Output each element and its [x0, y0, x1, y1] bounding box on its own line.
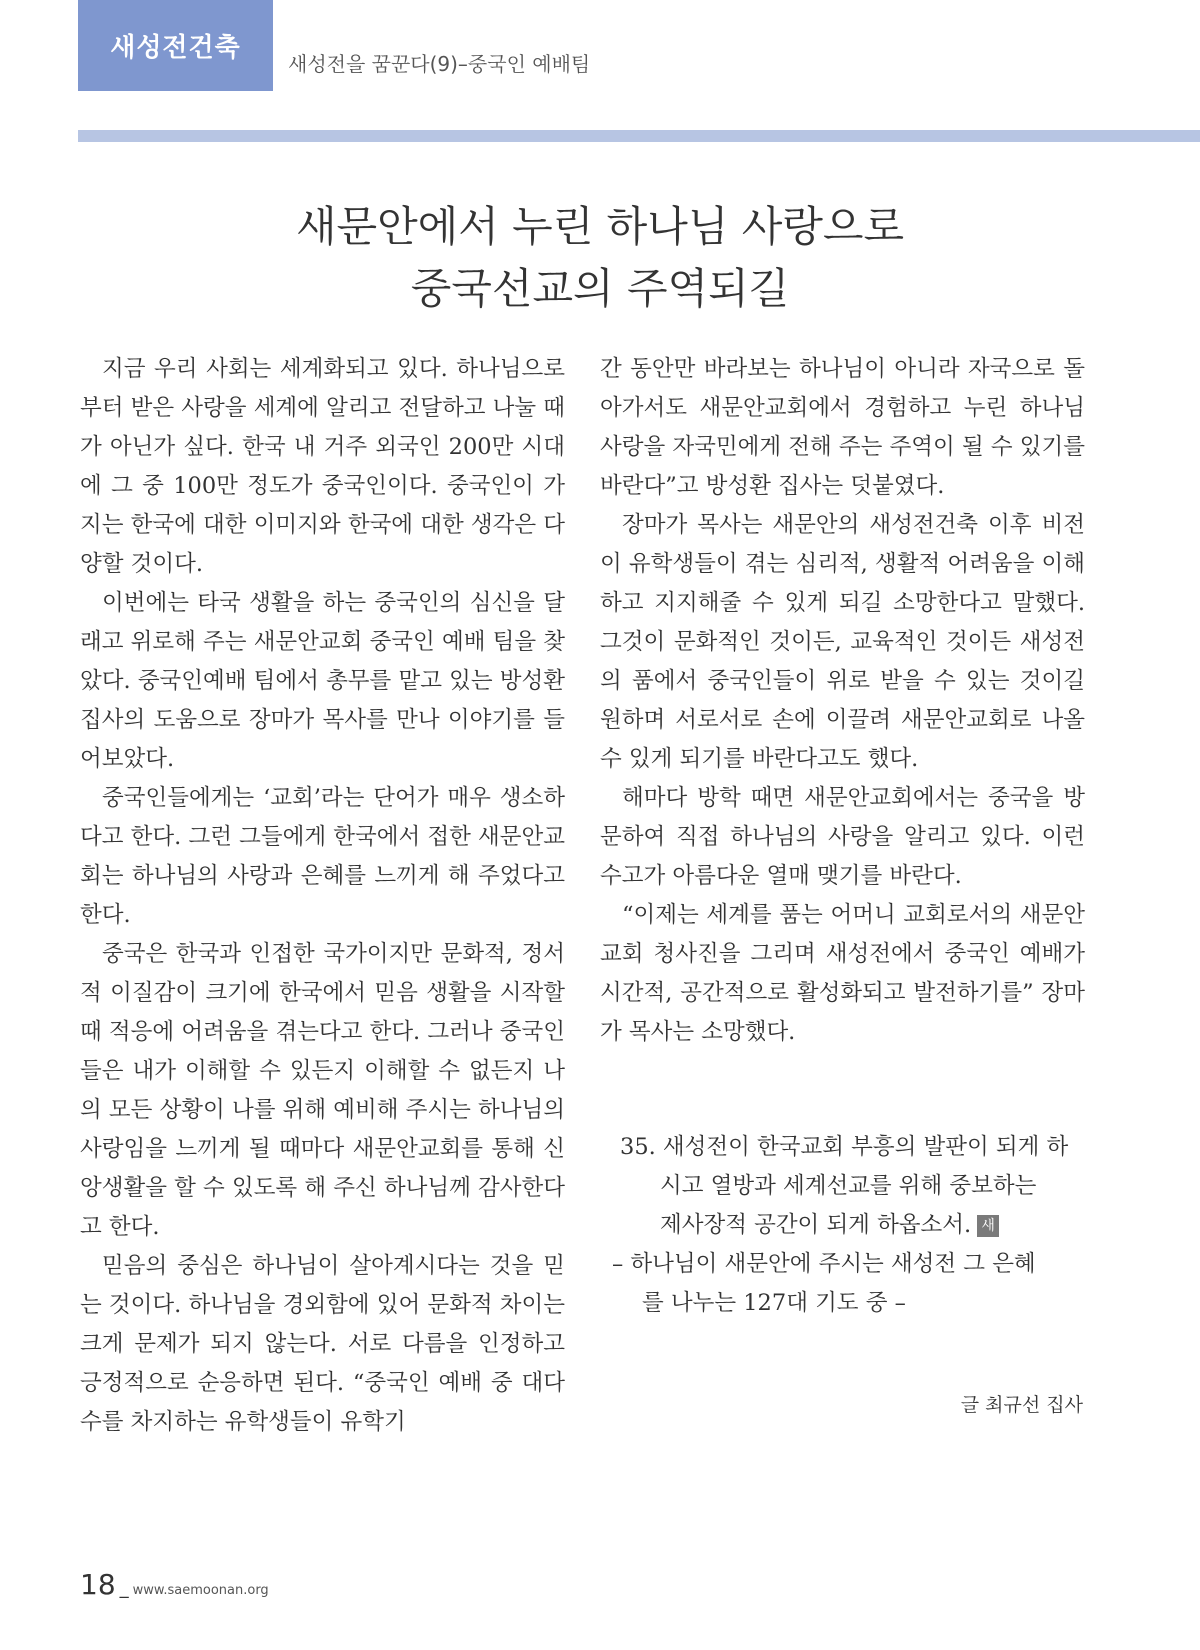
- section-label: 새성전건축: [78, 0, 273, 91]
- article-title: [0, 196, 1200, 320]
- footer-separator: _: [119, 1578, 129, 1599]
- prayer-box: [612, 1128, 1085, 1323]
- paragraph: 믿음의 중심은 하나님이 살아계시다는 것을 믿는 것이다. 하나님을 경외함에 있어 문화적 차이는 크게 문제가 되지 않는다. 서로 다름을 인정하고 긍정적으로 순응하면 된다. “중국인 예배 중 대다수를 차지하는 유학생들이 유학기: [80, 1253, 565, 1435]
- paragraph: 중국인들에게는 ‘교회’라는 단어가 매우 생소하다고 한다. 그런 그들에게 한국에서 접한 새문안교회는 하나님의 사랑과 은혜를 느끼게 해 주었다고 한다.: [80, 785, 565, 928]
- paragraph: 간 동안만 바라보는 하나님이 아니라 자국으로 돌아가서도 새문안교회에서 경험하고 누린 하나님 사랑을 자국민에게 전해 주는 주역이 될 수 있기를 바란다”고 방성환 집사는 덧붙였다.: [600, 356, 1085, 499]
- prayer-source-line-1: – 하나님이 새문안에 주시는 새성전 그 은혜: [612, 1251, 1036, 1277]
- paragraph: 지금 우리 사회는 세계화되고 있다. 하나님으로부터 받은 사랑을 세계에 알리고 전달하고 나눌 때가 아닌가 싶다. 한국 내 거주 외국인 200만 시대에 그 중 100만 정도가 중국인이다. 중국인이 가지는 한국에 대한 이미지와 한국에 대한 생각은 다양할 것이다.: [80, 356, 565, 577]
- paragraph: 중국은 한국과 인접한 국가이지만 문화적, 정서적 이질감이 크기에 한국에서 믿음 생활을 시작할 때 적응에 어려움을 겪는다고 한다. 그러나 중국인들은 내가 이해할 수 있든지 이해할 수 없든지 나의 모든 상황이 나를 위해 예비해 주시는 하나님의 사랑임을 느끼게 될 때마다 새문안교회를 통해 신앙생활을 할 수 있도록 해 주신 하나님께 감사한다고 한다.: [80, 941, 565, 1240]
- prayer-line-2: 시고 열방과 세계선교를 위해 중보하는: [660, 1173, 1037, 1199]
- page-number: 18: [80, 1568, 116, 1601]
- prayer-line-3: [620, 1206, 1085, 1245]
- footer: [80, 1568, 269, 1601]
- left-column: [80, 350, 565, 1442]
- prayer-source-line-2: 를 나누는 127대 기도 중 –: [642, 1290, 906, 1316]
- byline: 글 최규선 집사: [960, 1394, 1083, 1416]
- paragraph: 이번에는 타국 생활을 하는 중국인의 심신을 달래고 위로해 주는 새문안교회 중국인 예배 팀을 찾았다. 중국인예배 팀에서 총무를 맡고 있는 방성환 집사의 도움으로 장마가 목사를 만나 이야기를 들어보았다.: [80, 590, 565, 772]
- article-title-line-2: 중국선교의 주역되길: [410, 264, 790, 313]
- series-title: 새성전을 꿈꾼다(9)–중국인 예배팀: [288, 52, 591, 76]
- paragraph: 장마가 목사는 새문안의 새성전건축 이후 비전이 유학생들이 겪는 심리적, 생활적 어려움을 이해하고 지지해줄 수 있게 되길 소망한다고 말했다. 그것이 문화적인 것이든, 교육적인 것이든 새성전의 품에서 중국인들이 위로 받을 수 있는 것이길 원하며 서로서로 손에 이끌려 새문안교회로 나올 수 있게 되기를 바란다고도 했다.: [600, 512, 1085, 772]
- end-mark-icon: 새: [977, 1215, 999, 1237]
- footer-url: www.saemoonan.org: [132, 1583, 269, 1598]
- prayer-line-1: 35. 새성전이 한국교회 부흥의 발판이 되게 하: [620, 1134, 1069, 1160]
- right-column: [600, 350, 1085, 1052]
- paragraph: “이제는 세계를 품는 어머니 교회로서의 새문안교회 청사진을 그리며 새성전에서 중국인 예배가 시간적, 공간적으로 활성화되고 발전하기를” 장마가 목사는 소망했다.: [600, 902, 1085, 1045]
- article-title-line-1: 새문안에서 누린 하나님 사랑으로: [295, 202, 905, 251]
- prayer-line-3-text: 제사장적 공간이 되게 하옵소서.: [660, 1212, 972, 1238]
- header-divider-bar: [78, 130, 1200, 142]
- paragraph: 해마다 방학 때면 새문안교회에서는 중국을 방문하여 직접 하나님의 사랑을 알리고 있다. 이런 수고가 아름다운 열매 맺기를 바란다.: [600, 785, 1085, 889]
